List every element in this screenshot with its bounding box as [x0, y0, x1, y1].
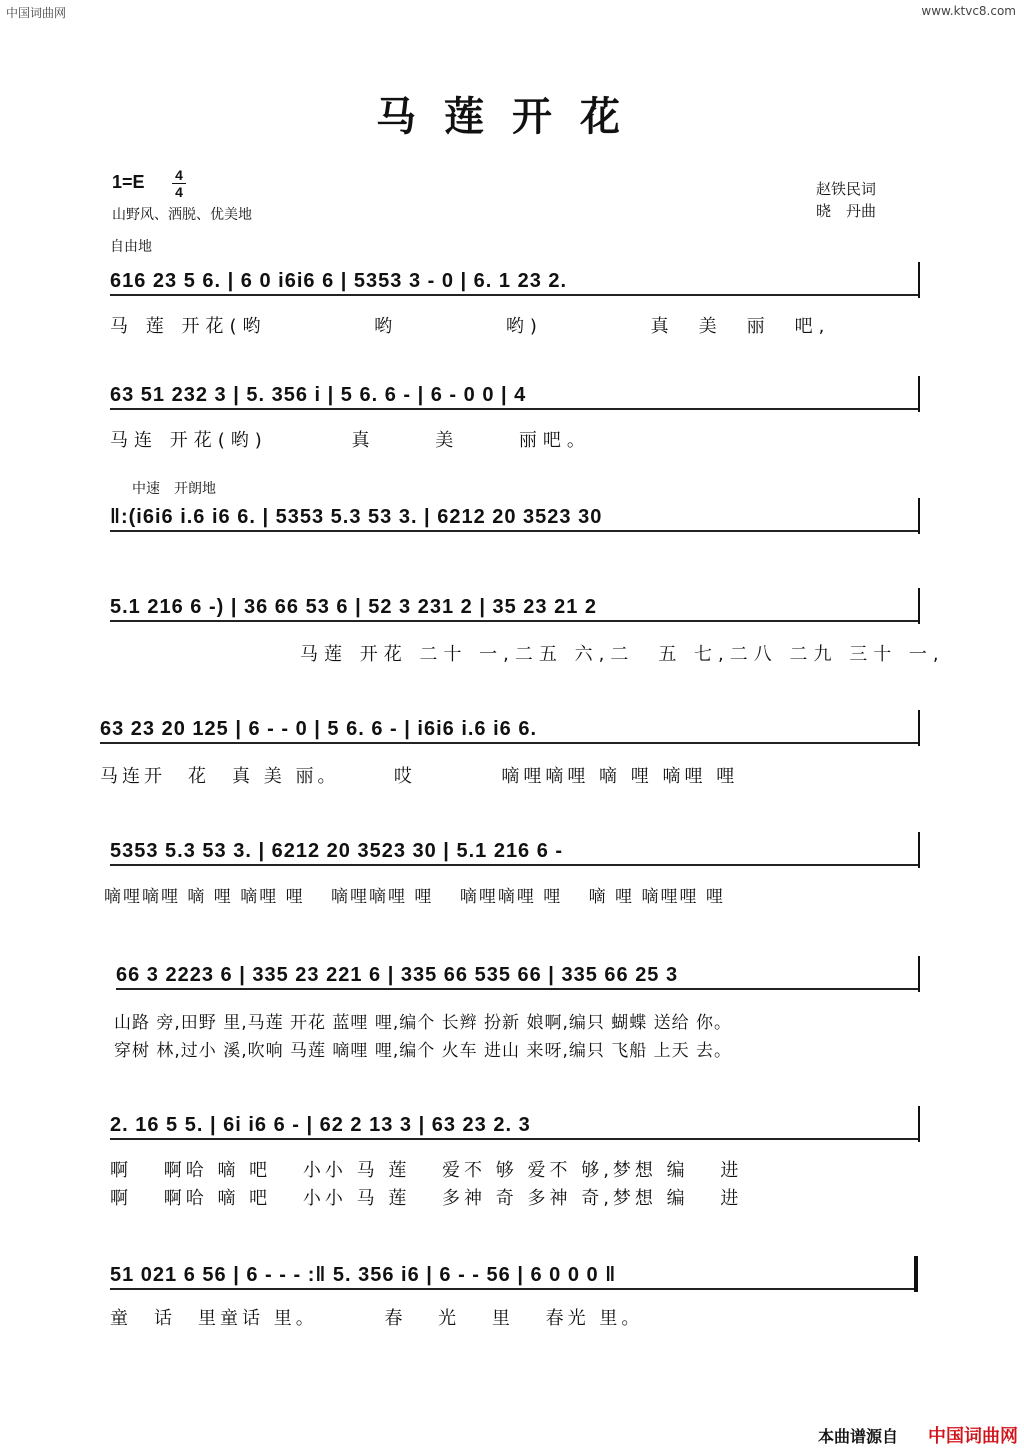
- notation-line-8: 2. 16 5 5. | 6i i6 6 - | 62 2 13 3 | 63 23 2. 3: [110, 1112, 918, 1140]
- lyric-line-5: 马连开 花 真 美 丽。 哎 嘀哩嘀哩 嘀 哩 嘀哩 哩: [100, 766, 739, 787]
- lyric-line-8-verse-1: 啊 啊哈 嘀 吧 小小 马 莲 爱不 够 爱不 够,梦想 编 进: [110, 1160, 743, 1181]
- notation-line-1: 616 23 5 6. | 6 0 i6i6 6 | 5353 3 - 0 | 6. 1 23 2.: [110, 268, 918, 296]
- lyric-line-4: 马莲 开花 二十 一,二五 六,二 五 七,二八 二九 三十 一,: [300, 644, 945, 665]
- barline: [918, 262, 920, 298]
- notation-line-7: 66 3 2223 6 | 335 23 221 6 | 335 66 535 66 | 335 66 25 3: [116, 962, 918, 990]
- barline: [918, 1106, 920, 1142]
- lyric-line-7-verse-1: 山路 旁,田野 里,马莲 开花 蓝哩 哩,编个 长辫 扮新 娘啊,编只 蝴蝶 送给 你。: [114, 1013, 733, 1033]
- lyric-line-7-verse-2: 穿树 林,过小 溪,吹响 马莲 嘀哩 哩,编个 火车 进山 来呀,编只 飞船 上天 去。: [114, 1041, 733, 1061]
- lyric-line-6: 嘀哩嘀哩 嘀 哩 嘀哩 哩 嘀哩嘀哩 哩 嘀哩嘀哩 哩 嘀 哩 嘀哩哩 哩: [104, 887, 725, 907]
- lyricist-credit: 赵铁民词: [816, 180, 877, 198]
- footer-brand[interactable]: 中国词曲网: [928, 1426, 1018, 1447]
- lyric-line-8-verse-2: 啊 啊哈 嘀 吧 小小 马 莲 多神 奇 多神 奇,梦想 编 进: [110, 1188, 743, 1209]
- final-barline: [914, 1256, 918, 1292]
- barline: [918, 376, 920, 412]
- lyric-line-2: 马连 开花(哟) 真 美 丽吧。: [110, 430, 591, 451]
- tempo-moderate: 中速 开朗地: [132, 481, 216, 497]
- time-signature-bottom: 4: [175, 184, 183, 200]
- notation-line-5: 63 23 20 125 | 6 - - 0 | 5 6. 6 - | i6i6 i.6 i6 6.: [100, 716, 918, 744]
- barline: [918, 710, 920, 746]
- composer-credit: 晓 丹曲: [816, 202, 877, 220]
- notation-line-6: 5353 5.3 53 3. | 6212 20 3523 30 | 5.1 216 6 -: [110, 838, 918, 866]
- notation-line-9: 51 021 6 56 | 6 - - - :‖ 5. 356 i6 | 6 - - 56 | 6 0 0 0 ‖: [110, 1262, 918, 1290]
- performance-style: 山野风、洒脱、优美地: [112, 207, 252, 223]
- barline: [918, 956, 920, 992]
- notation-line-4: 5.1 216 6 -) | 36 66 53 6 | 52 3 231 2 | 35 23 21 2: [110, 594, 918, 622]
- barline: [918, 498, 920, 534]
- barline: [918, 588, 920, 624]
- lyric-line-9: 童 话 里童话 里。 春 光 里 春光 里。: [110, 1308, 644, 1329]
- time-signature: [172, 168, 186, 199]
- song-title: 马莲开花: [376, 93, 648, 140]
- key-signature: 1=E: [112, 172, 145, 192]
- barline: [918, 832, 920, 868]
- tempo-free: 自由地: [110, 239, 152, 255]
- site-url[interactable]: www.ktvc8.com: [921, 4, 1016, 18]
- footer-source-label: 本曲谱源自: [818, 1427, 899, 1446]
- notation-line-3: ‖:(i6i6 i.6 i6 6. | 5353 5.3 53 3. | 6212 20 3523 30: [110, 504, 918, 532]
- lyric-line-1: 马 莲 开花(哟 哟 哟) 真 美 丽 吧,: [110, 316, 831, 337]
- notation-line-2: 63 51 232 3 | 5. 356 i | 5 6. 6 - | 6 - 0 0 | 4: [110, 382, 918, 410]
- time-signature-top: 4: [175, 167, 183, 183]
- site-name-left: 中国词曲网: [6, 6, 67, 20]
